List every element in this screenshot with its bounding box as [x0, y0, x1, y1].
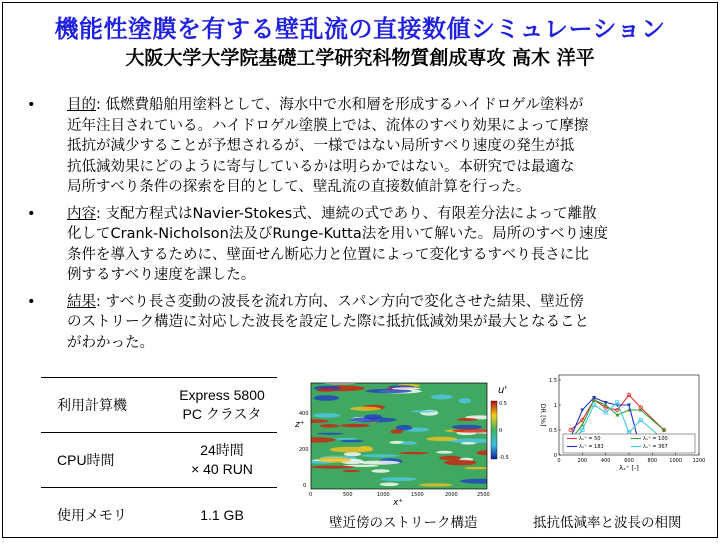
bullet-item: [23, 95, 689, 198]
bullet-line: [67, 116, 689, 137]
table-label: 使用メモリ: [41, 488, 167, 539]
streak: [460, 479, 503, 484]
drag-reduction-chart: [529, 369, 707, 509]
bullet-line: [67, 333, 689, 354]
table-value-line: × 40 RUN: [191, 461, 253, 477]
x-tick-label: 1000: [669, 458, 683, 464]
bullet-keyword: 目的: [67, 97, 96, 113]
x-tick: 1000: [377, 492, 390, 498]
bullet-keyword: 内容: [67, 205, 96, 222]
streak: [317, 433, 344, 435]
bullet-text: 例するすべり速度を課した。: [67, 267, 256, 283]
streak: [344, 452, 362, 456]
data-point: [569, 428, 573, 432]
bullet-text: : 支配方程式はNavier-Stokes式、連続の式であり、有限差分法によって離散: [96, 205, 597, 222]
bullet-item: [23, 204, 689, 286]
streak: [411, 410, 436, 412]
streak: [350, 407, 381, 411]
streak: [294, 437, 336, 442]
streak: [320, 424, 340, 428]
table-value-line: PC クラスタ: [182, 406, 262, 422]
x-axis-label: λₓ⁺ [-]: [619, 464, 639, 472]
bullet-text: がわかった。: [67, 334, 154, 351]
bullet-text: 抵抗が減少することが予想されるが、一様ではない局所すべり速度の発生が抵: [67, 138, 575, 154]
x-tick: 2500: [477, 492, 490, 498]
bullet-line: [67, 157, 689, 178]
y-axis-label: z⁺: [295, 420, 305, 430]
y-tick: 0: [303, 483, 307, 489]
legend-label: λₓ⁺ = 100: [643, 436, 668, 442]
bullet-marker: •: [27, 97, 36, 113]
streak: [349, 417, 396, 422]
streak: [426, 437, 457, 441]
streak: [335, 438, 358, 440]
colorbar: [491, 401, 497, 459]
y-tick: 200: [299, 447, 309, 453]
x-axis-label: x⁺: [393, 498, 404, 507]
figure2-caption: 抵抗低減率と波長の相関: [533, 515, 682, 531]
streak: [391, 429, 403, 433]
table-row: [41, 378, 277, 433]
bullet-text: : すべり長さ変動の波長を流れ方向、スパン方向で変化させた結果、壁近傍: [96, 293, 584, 310]
streak: [371, 469, 389, 472]
bullet-line: [67, 136, 689, 157]
slide-title: 機能性塗膜を有する壁乱流の直接数値シミュレーション: [54, 15, 666, 43]
bullet-text: : 低燃費船舶用塗料として、海水中で水和層を形成するハイドロゲル塗料が: [96, 97, 584, 113]
y-tick: 400: [299, 411, 309, 417]
streak: [340, 424, 370, 427]
bullet-text: 条件を導入するために、壁面せん断応力と位置によって変化するすべり長さに比: [67, 246, 589, 263]
streak: [392, 387, 421, 390]
legend-label: λₓ⁺ = 183: [579, 444, 604, 450]
table-label: CPU時間: [41, 433, 167, 488]
bullet-line: [67, 177, 689, 198]
x-tick-label: 200: [577, 458, 588, 464]
table-value: [167, 378, 277, 433]
bullet-text: のストリーク構造に対応した波長を設定した際に抵抗低減効果が最大となること: [67, 314, 589, 330]
streak: [381, 477, 417, 481]
data-point: [580, 409, 584, 413]
table-row: [41, 488, 277, 539]
x-tick: 2000: [445, 492, 458, 498]
bullet-text: 局所すべり条件の探索を目的として、壁乱流の直接数値計算を行った。: [67, 179, 531, 195]
slide: [2, 2, 718, 538]
y-tick-label: 1.5: [549, 378, 557, 384]
streak: [318, 457, 351, 463]
streak: [457, 418, 478, 421]
x-tick-label: 800: [647, 458, 658, 464]
streak: [419, 483, 453, 486]
table-value: [167, 488, 277, 539]
streak: [452, 425, 482, 430]
streak: [436, 451, 453, 454]
x-tick-label: 0: [557, 458, 561, 464]
legend-label: λₓ⁺ = 50: [579, 436, 601, 442]
bullet-marker: •: [27, 293, 36, 310]
bullet-text: 近年注目されている。ハイドロゲル塗膜上では、流体のすべり効果によって摩擦: [67, 117, 589, 134]
streak: [314, 395, 340, 401]
bullet-line: [67, 265, 689, 286]
streak: [361, 454, 400, 457]
x-tick-label: 1200: [692, 458, 706, 464]
streak: [311, 466, 355, 469]
x-tick: 1500: [411, 492, 424, 498]
streak: [313, 413, 341, 418]
x-tick: 500: [343, 492, 353, 498]
table-value-line: Express 5800: [179, 387, 265, 403]
streak: [399, 452, 429, 454]
y-tick-label: 0: [553, 453, 557, 459]
legend-label: λₓ⁺ = 367: [643, 444, 668, 450]
table-label: 利用計算機: [41, 378, 167, 433]
bullet-text: 抗低減効果にどのように寄与しているかは明らかではない。本研究では最適な: [67, 158, 575, 175]
colorbar-label: u': [498, 385, 508, 396]
streak: [439, 456, 461, 460]
bullet-marker: •: [27, 205, 36, 222]
x-tick-label: 600: [624, 458, 634, 464]
streak: [360, 461, 400, 465]
bullet-list: [23, 95, 689, 359]
streak: [340, 440, 364, 443]
x-tick: 0: [309, 492, 313, 498]
colorbar-tick: -0.5: [499, 455, 509, 461]
table-value-line: 1.1 GB: [200, 506, 244, 523]
streak: [452, 429, 495, 433]
x-tick-label: 400: [600, 458, 611, 464]
compute-spec-table: [41, 377, 277, 538]
streak: [342, 470, 360, 472]
bullet-keyword: 結果: [67, 293, 96, 310]
streak: [459, 398, 471, 403]
streak: [461, 442, 476, 445]
streak: [358, 446, 372, 451]
bullet-line: [67, 312, 689, 333]
y-axis-label: DR [%]: [539, 403, 547, 427]
y-tick-label: 0.5: [549, 428, 557, 434]
bullet-text: 化してCrank-Nicholson法及びRunge-Kutta法を用いて解いた。局所のすべり速度: [67, 226, 608, 242]
bullet-line: [67, 224, 689, 245]
colorbar-tick: 0: [499, 428, 503, 434]
table-row: [41, 433, 277, 488]
bullet-line: [67, 292, 689, 313]
streak: [380, 483, 399, 487]
streak: [316, 389, 335, 392]
bullet-line: [67, 95, 689, 116]
bullet-item: [23, 292, 689, 354]
bullet-line: [67, 245, 689, 266]
y-tick-label: 1: [553, 403, 557, 409]
slide-subtitle: 大阪大学大学院基礎工学研究科物質創成専攻 高木 洋平: [125, 47, 595, 69]
table-value: [167, 433, 277, 488]
colorbar-tick: 0.5: [499, 401, 507, 407]
streak: [401, 441, 417, 445]
streak-structure-figure: [293, 375, 515, 507]
streak: [444, 460, 477, 466]
streak: [431, 395, 453, 400]
figure1-caption: 壁近傍のストリーク構造: [329, 515, 478, 531]
bullet-line: [67, 204, 689, 225]
table-value-line: 24時間: [200, 442, 244, 458]
